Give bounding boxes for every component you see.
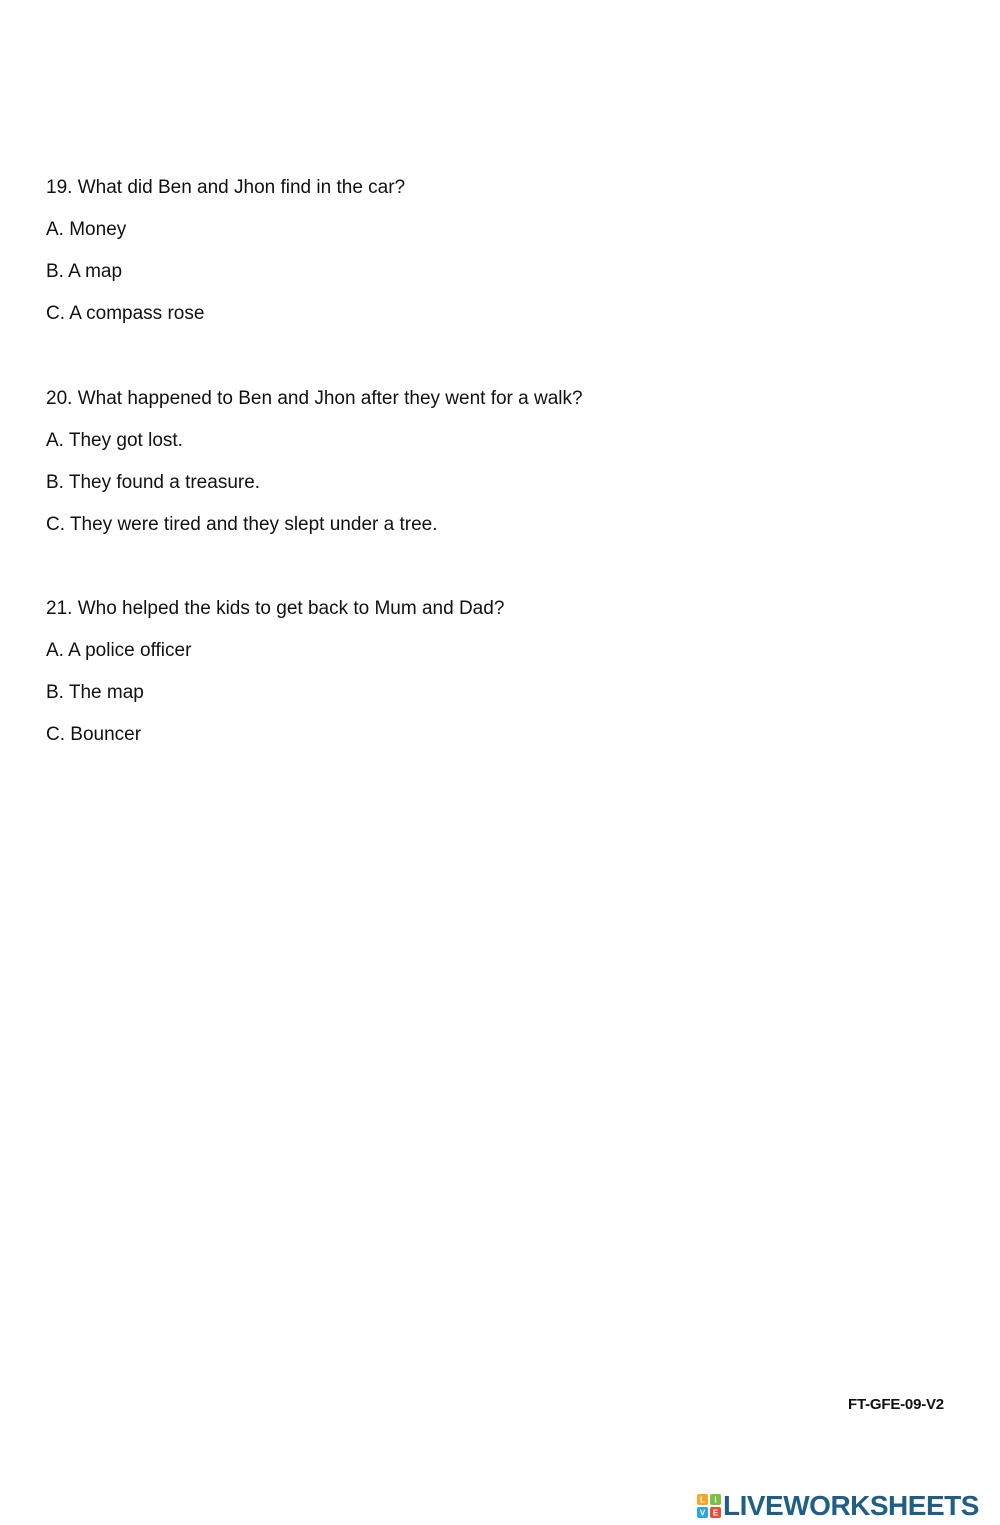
document-code: FT-GFE-09-V2 [848, 1396, 944, 1413]
svg-text:I: I [714, 1495, 717, 1505]
liveworksheets-brand[interactable] [697, 1491, 979, 1521]
question-20-option-c: C. They were tired and they slept under a tree. [46, 514, 438, 535]
question-19-option-a: A. Money [46, 219, 127, 240]
liveworksheets-wordmark: LIVEWORKSHEETS [723, 1490, 979, 1521]
question-21-option-b: B. The map [46, 682, 144, 703]
svg-text:L: L [700, 1495, 705, 1505]
question-20-option-b: B. They found a treasure. [46, 472, 261, 493]
svg-text:E: E [712, 1508, 719, 1518]
question-20-prompt: 20. What happened to Ben and Jhon after they went for a walk? [46, 388, 583, 409]
question-19-prompt: 19. What did Ben and Jhon find in the car? [46, 177, 406, 198]
question-21-prompt: 21. Who helped the kids to get back to Mum and Dad? [46, 598, 505, 619]
question-21-option-c: C. Bouncer [46, 724, 142, 745]
question-21-option-a: A. A police officer [46, 640, 192, 661]
liveworksheets-logo-icon [697, 1494, 721, 1518]
question-20-option-a: A. They got lost. [46, 430, 183, 451]
question-19-option-c: C. A compass rose [46, 303, 205, 324]
svg-text:V: V [699, 1508, 706, 1518]
question-19-option-b: B. A map [46, 261, 123, 282]
